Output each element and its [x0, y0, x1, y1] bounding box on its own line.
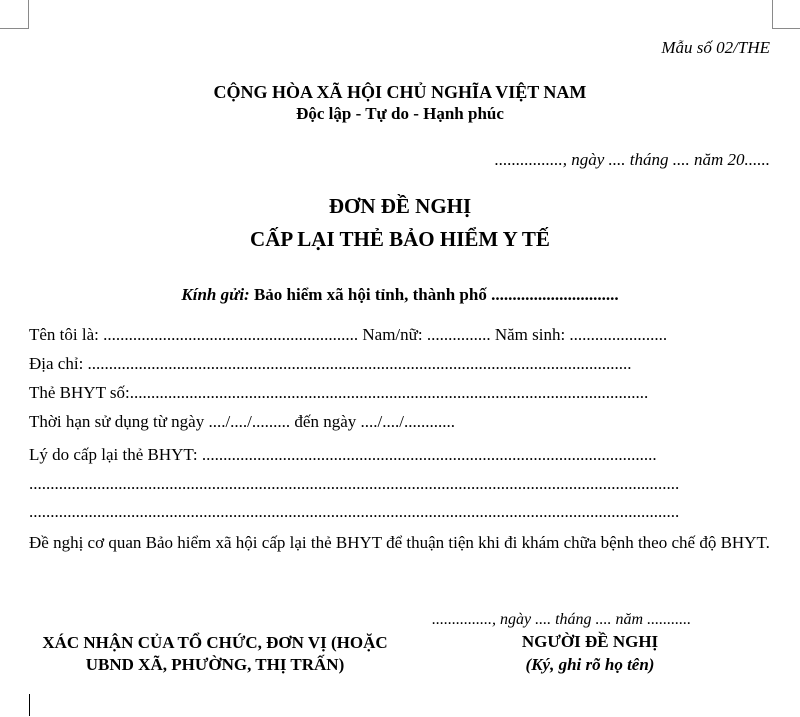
crop-mark-top-right: [772, 0, 800, 29]
document-subtitle: CẤP LẠI THẺ BẢO HIỂM Y TẾ: [250, 227, 550, 251]
country-name: CỘNG HÒA XÃ HỘI CHỦ NGHĨA VIỆT NAM: [213, 82, 587, 102]
document-title: ĐƠN ĐỀ NGHỊ: [328, 194, 472, 218]
signature-date-line: ..............., ngày .... tháng .... năm ...........: [432, 611, 692, 628]
validity-period-field[interactable]: Thời hạn sử dụng từ ngày ..../..../......... đến ngày ..../..../............: [29, 412, 455, 431]
organization-confirmation-heading: XÁC NHẬN CỦA TỔ CHỨC, ĐƠN VỊ (HOẶC UBND XÃ, PHƯỜNG, THỊ TRẤN): [42, 633, 388, 674]
place-date-line: ................, ngày .... tháng .... năm 20......: [494, 150, 770, 169]
insurance-card-number-field[interactable]: Thẻ BHYT số:..........................................................................................................................: [29, 383, 649, 402]
form-number: Mẫu số 02/THE: [661, 38, 770, 57]
address-field[interactable]: Địa chỉ: ................................................................................................................................: [29, 354, 632, 373]
national-motto: Độc lập - Tự do - Hạnh phúc: [296, 104, 504, 123]
text-cursor: [29, 694, 30, 716]
applicant-sign-instruction: (Ký, ghi rõ họ tên): [525, 655, 655, 674]
recipient-value: Bảo hiểm xã hội tỉnh, thành phố ..............................: [253, 285, 619, 304]
recipient-label: Kính gửi:: [181, 285, 250, 304]
reason-blank-line[interactable]: .........................................................................................................................................................: [29, 474, 680, 493]
name-gender-birthyear-field[interactable]: Tên tôi là: ............................................................ Nam/nữ: ............... Năm sinh: .......................: [29, 325, 668, 344]
request-paragraph: Đề nghị cơ quan Bảo hiểm xã hội cấp lại thẻ BHYT để thuận tiện khi đi khám chữa bệnh theo chế độ BHYT.: [29, 533, 770, 552]
crop-mark-top-left: [0, 0, 29, 29]
recipient-line: [0, 285, 800, 305]
reason-field[interactable]: Lý do cấp lại thẻ BHYT: ...........................................................................................................: [29, 445, 657, 464]
applicant-heading: NGƯỜI ĐỀ NGHỊ: [521, 632, 659, 651]
reason-blank-line[interactable]: .........................................................................................................................................................: [29, 502, 680, 521]
